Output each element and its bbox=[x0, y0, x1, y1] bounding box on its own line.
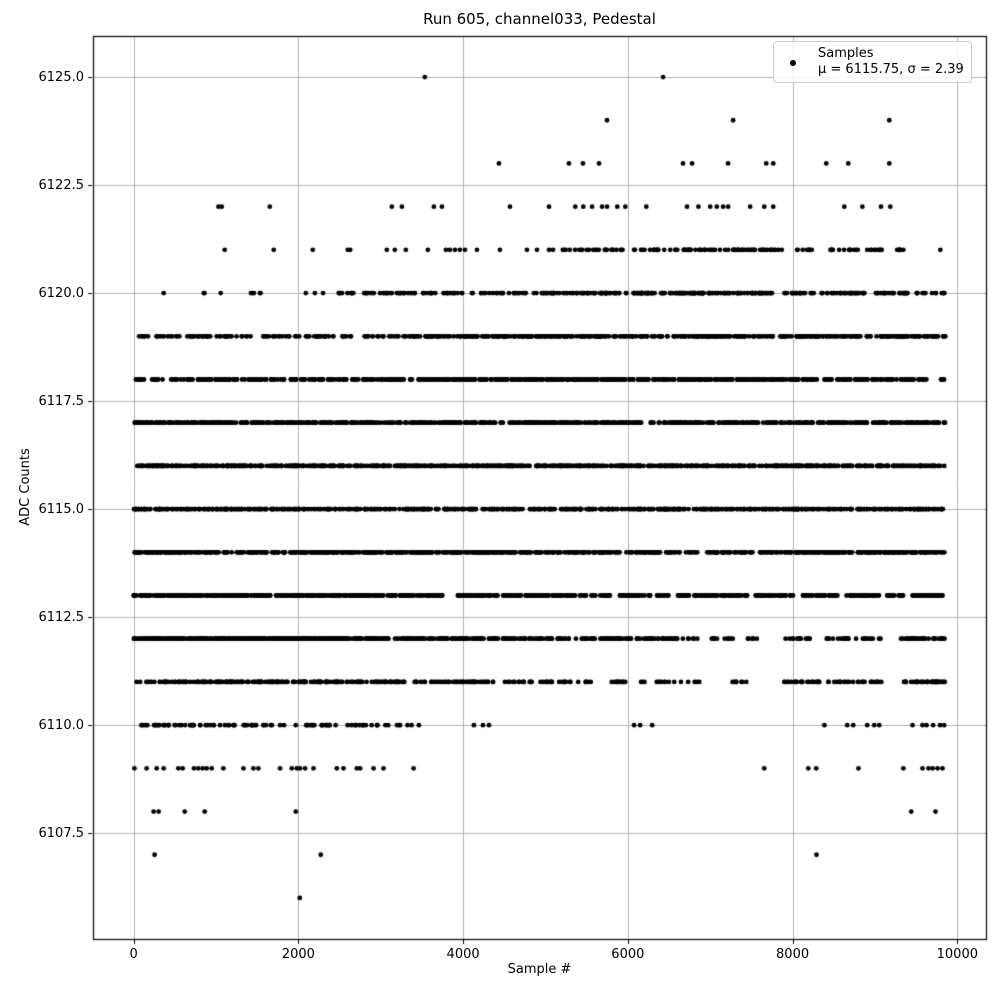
x-tick-label: 0 bbox=[129, 947, 138, 962]
x-tick-label: 6000 bbox=[611, 947, 645, 962]
x-tick-label: 4000 bbox=[446, 947, 480, 962]
legend-sample-marker-icon bbox=[790, 60, 796, 66]
x-tick-label: 2000 bbox=[281, 947, 315, 962]
y-tick-label: 6125.0 bbox=[38, 69, 84, 85]
y-tick-label: 6112.5 bbox=[38, 609, 84, 625]
y-tick-label: 6110.0 bbox=[38, 717, 84, 733]
x-tick-label: 8000 bbox=[776, 947, 810, 962]
y-tick-label: 6107.5 bbox=[38, 825, 84, 841]
legend-label-samples: Samples bbox=[818, 46, 874, 61]
y-axis-label: ADC Counts bbox=[18, 448, 33, 526]
y-tick-label: 6115.0 bbox=[38, 501, 84, 517]
x-axis-label: Sample # bbox=[507, 962, 572, 977]
y-tick-label: 6122.5 bbox=[38, 177, 84, 193]
x-tick-label: 10000 bbox=[936, 947, 978, 962]
legend-label-stats: μ = 6115.75, σ = 2.39 bbox=[818, 62, 964, 77]
chart-title: Run 605, channel033, Pedestal bbox=[423, 10, 656, 28]
y-tick-label: 6117.5 bbox=[38, 393, 84, 409]
y-tick-label: 6120.0 bbox=[38, 285, 84, 301]
legend bbox=[773, 41, 972, 83]
